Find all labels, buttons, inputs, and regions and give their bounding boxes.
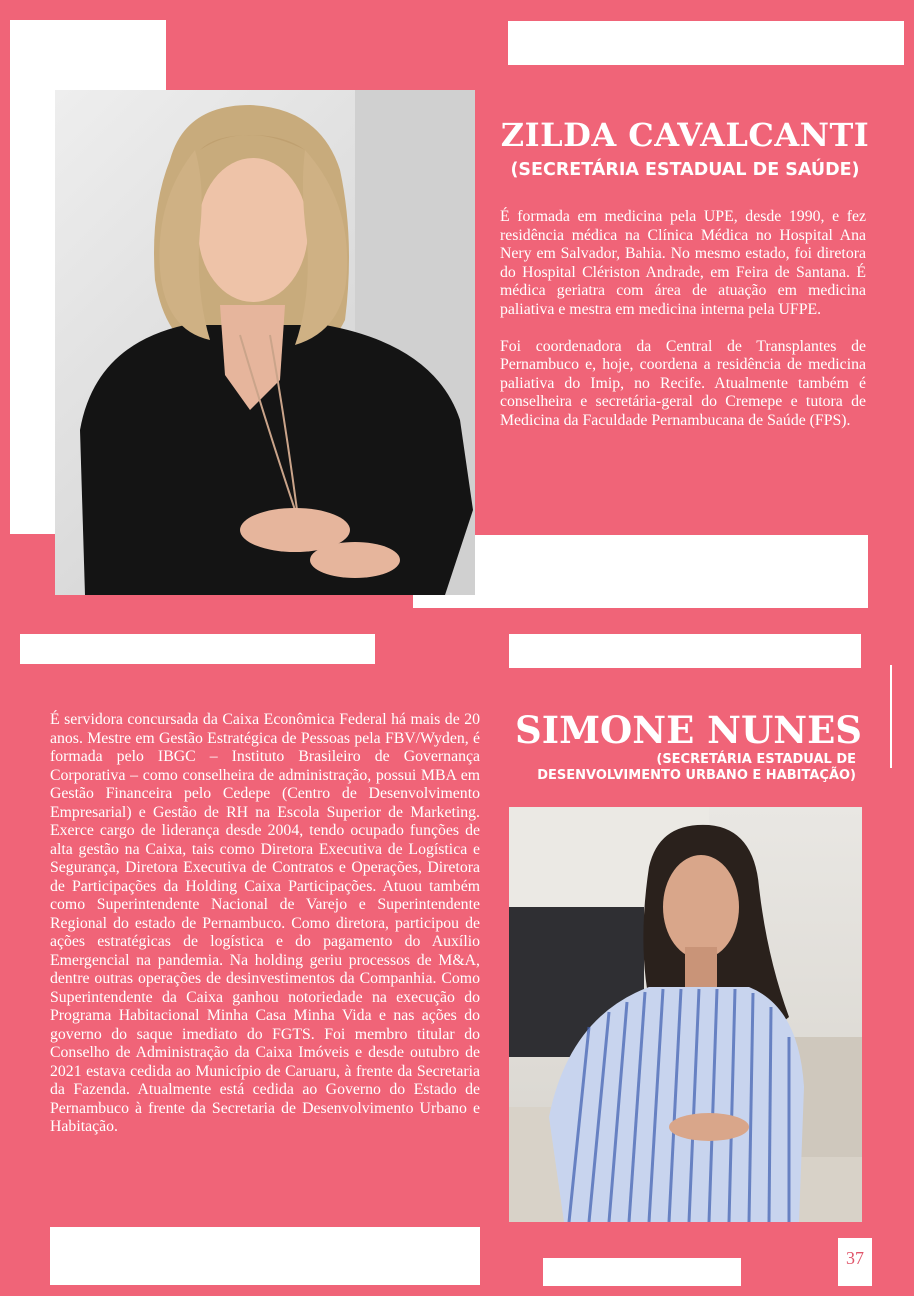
profile-bio-zilda <box>500 208 866 449</box>
profile-bio-simone: É servidora concursada da Caixa Econômica Federal há mais de 20 anos. Mestre em Gestão Estratégica de Pessoas pela FBV/Wyden, é formada pelo IBGC – Instituto Brasileiro de Governança Corporativa – como conselheira de administração, possui MBA em Gestão Financeira pelo Cedepe (Centro de Desenvolvimento Empresarial) e Gestão de RH na Escola Superior de Marketing. Exerce cargo de liderança desde 2004, tendo ocupado funções de alta gestão na Caixa, tais como Diretora Executiva de Logística e Segurança, Diretora Executiva de Contratos e Operações, Diretora de Participações da Holding Caixa Participações. Atuou também como Superintendente Nacional de Varejo e Superintendente Regional do estado de Pernambuco. Como diretora, participou de ações estratégicas de logística e do pagamento do Auxílio Emergencial na pandemia. Na holding geriu processos de M&A, dentre outras operações de desinvestimentos da Companhia. Como Superintendente da Caixa ganhou notoriedade na execução do Programa Habitacional Minha Casa Minha Vida e nas ações do governo do saque imediato do FGTS. Foi membro titular do Conselho de Administração da Caixa Imóveis e desde outubro de 2021 estava cedida ao Município de Caruaru, à frente da Secretaria da Fazenda. Atualmente está cedida ao Governo do Estado de Pernambuco à frente da Secretaria de Desenvolvimento Urbano e Habitação. <box>50 711 480 1135</box>
profile-name-simone: SIMONE NUNES <box>515 708 862 752</box>
decor-vertical-line <box>890 665 892 768</box>
profile-role-zilda: (SECRETÁRIA ESTADUAL DE SAÚDE) <box>510 160 860 180</box>
bio-paragraph-1: É formada em medicina pela UPE, desde 1990, e fez residência médica na Clínica Médica no Hospital Ana Nery em Salvador, Bahia. No mesmo estado, foi diretora do Hospital Clériston Andrade, em Feira de Santana. É médica geriatra com área de atuação em medicina paliativa e mestra em medicina interna pela UFPE. <box>500 208 866 318</box>
portrait-photo-zilda <box>55 90 475 595</box>
decor-bar-left <box>20 634 375 664</box>
profile-role-simone <box>492 752 856 784</box>
portrait-illustration-zilda <box>55 90 475 595</box>
profile-role-line-2: DESENVOLVIMENTO URBANO E HABITAÇÃO) <box>537 768 856 783</box>
profile-name-zilda: ZILDA CAVALCANTI <box>500 116 870 154</box>
decor-panel-top-right <box>508 21 904 65</box>
portrait-photo-simone <box>509 807 862 1222</box>
decor-bar-right <box>509 634 861 668</box>
decor-panel-mid-right <box>413 535 868 608</box>
portrait-illustration-simone <box>509 807 862 1222</box>
page-number: 37 <box>838 1238 872 1286</box>
profile-role-line-1: (SECRETÁRIA ESTADUAL DE <box>656 752 856 767</box>
bio-paragraph-2: Foi coordenadora da Central de Transplantes de Pernambuco e, hoje, coordena a residência de medicina paliativa do Imip, no Recife. Atualmente também é conselheira e secretária-geral do Cremepe e tutora de Medicina da Faculdade Pernambucana de Saúde (FPS). <box>500 337 866 429</box>
decor-panel-bottom-left <box>50 1227 480 1285</box>
decor-panel-bottom-center <box>543 1258 741 1286</box>
